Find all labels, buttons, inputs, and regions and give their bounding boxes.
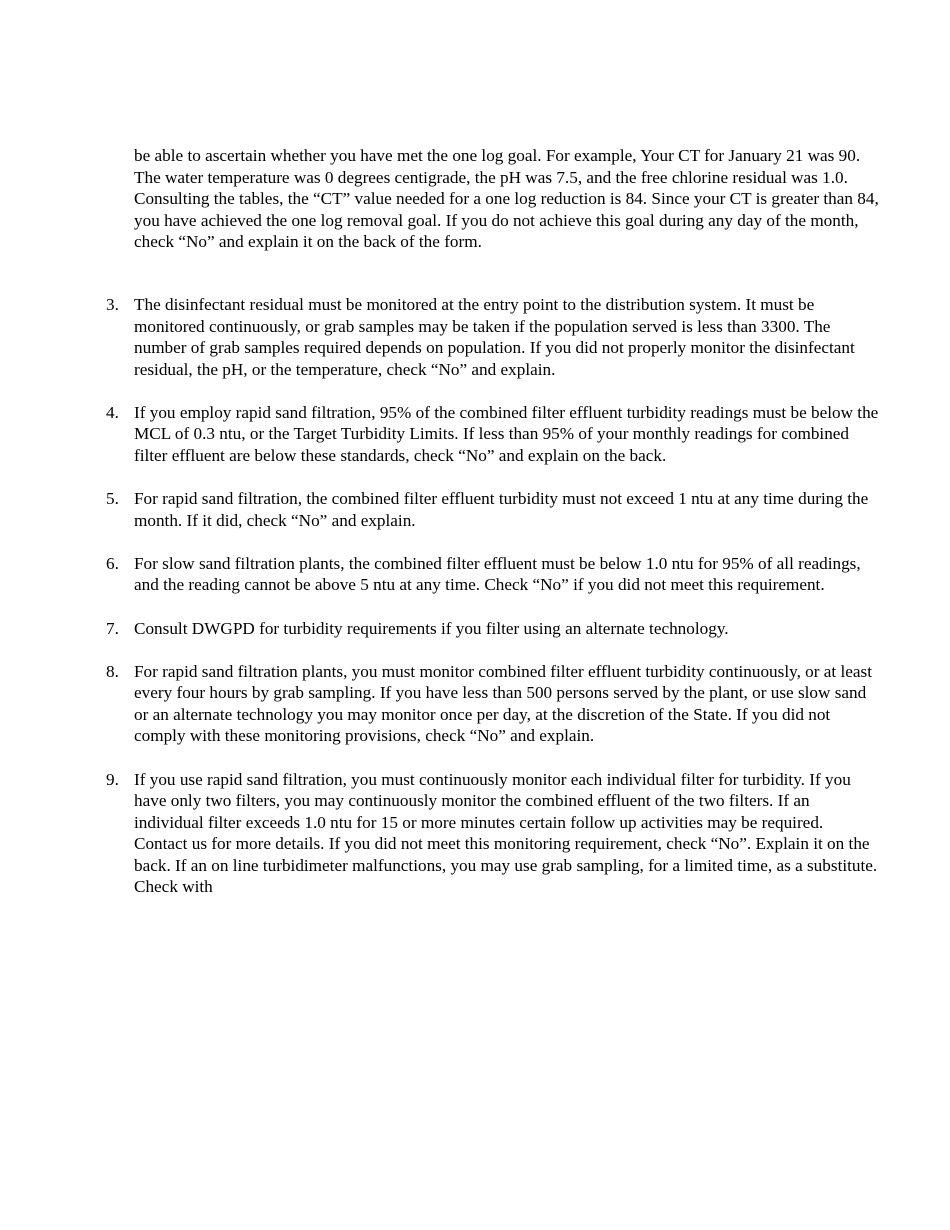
list-item-8 (106, 661, 880, 747)
list-item-text: For rapid sand filtration plants, you must monitor combined filter effluent turbidity continuously, or at least every four hours by grab sampling. If you have less than 500 persons served by the plant, or use slow sand or an alternate technology you may monitor once per day, at the discretion of the State. If you did not comply with these monitoring provisions, check “No” and explain. (134, 661, 872, 746)
list-item-text: If you employ rapid sand filtration, 95% of the combined filter effluent turbidity readings must be below the MCL of 0.3 ntu, or the Target Turbidity Limits. If less than 95% of your monthly readings for combined filter effluent are below these standards, check “No” and explain on the back. (134, 402, 879, 466)
list-item-number: 4. (106, 402, 119, 422)
list-item-5 (106, 488, 880, 531)
continuation-paragraph: be able to ascertain whether you have met the one log goal. For example, Your CT for January 21 was 90. The water temperature was 0 degrees centigrade, the pH was 7.5, and the free chlorine residual was 1.0. Consulting the tables, the “CT” value needed for a one log reduction is 84. Since your CT is greater than 84, you have achieved the one log removal goal. If you do not achieve this goal during any day of the month, check “No” and explain it on the back of the form. (134, 146, 879, 252)
list-item-3 (106, 294, 880, 380)
list-item-number: 5. (106, 489, 119, 509)
list-item-6 (106, 553, 880, 596)
list-item-text: For rapid sand filtration, the combined filter effluent turbidity must not exceed 1 ntu at any time during the month. If it did, check “No” and explain. (134, 489, 869, 530)
list-item-7 (106, 618, 880, 640)
list-item-text: Consult DWGPD for turbidity requirements if you filter using an alternate technology. (134, 618, 729, 638)
list-item-text: For slow sand filtration plants, the combined filter effluent must be below 1.0 ntu for 95% of all readings, and the reading cannot be above 5 ntu at any time. Check “No” if you did not meet this requirement. (134, 553, 861, 595)
list-item-text: The disinfectant residual must be monitored at the entry point to the distribution system. It must be monitored continuously, or grab samples may be taken if the population served is less than 3300. The number of grab samples required depends on population. If you did not properly monitor the disinfectant residual, the pH, or the temperature, check “No” and explain. (134, 295, 855, 379)
list-item-text: If you use rapid sand filtration, you must continuously monitor each individual filter for turbidity. If you have only two filters, you may continuously monitor the combined effluent of the two filters. If an individual filter exceeds 1.0 ntu for 15 or more minutes certain follow up activities may be required. Contact us for more details. If you did not meet this monitoring requirement, check “No”. Explain it on the back. If an on line turbidimeter malfunctions, you may use grab sampling, for a limited time, as a substitute. Check with (134, 769, 878, 897)
list-item-9 (106, 769, 880, 899)
list-item-number: 6. (106, 553, 119, 573)
list-item-number: 7. (106, 618, 119, 638)
list-item-4 (106, 402, 880, 467)
list-item-number: 3. (106, 295, 119, 314)
instruction-list (106, 294, 880, 920)
list-item-number: 9. (106, 769, 119, 789)
list-item-number: 8. (106, 661, 119, 681)
